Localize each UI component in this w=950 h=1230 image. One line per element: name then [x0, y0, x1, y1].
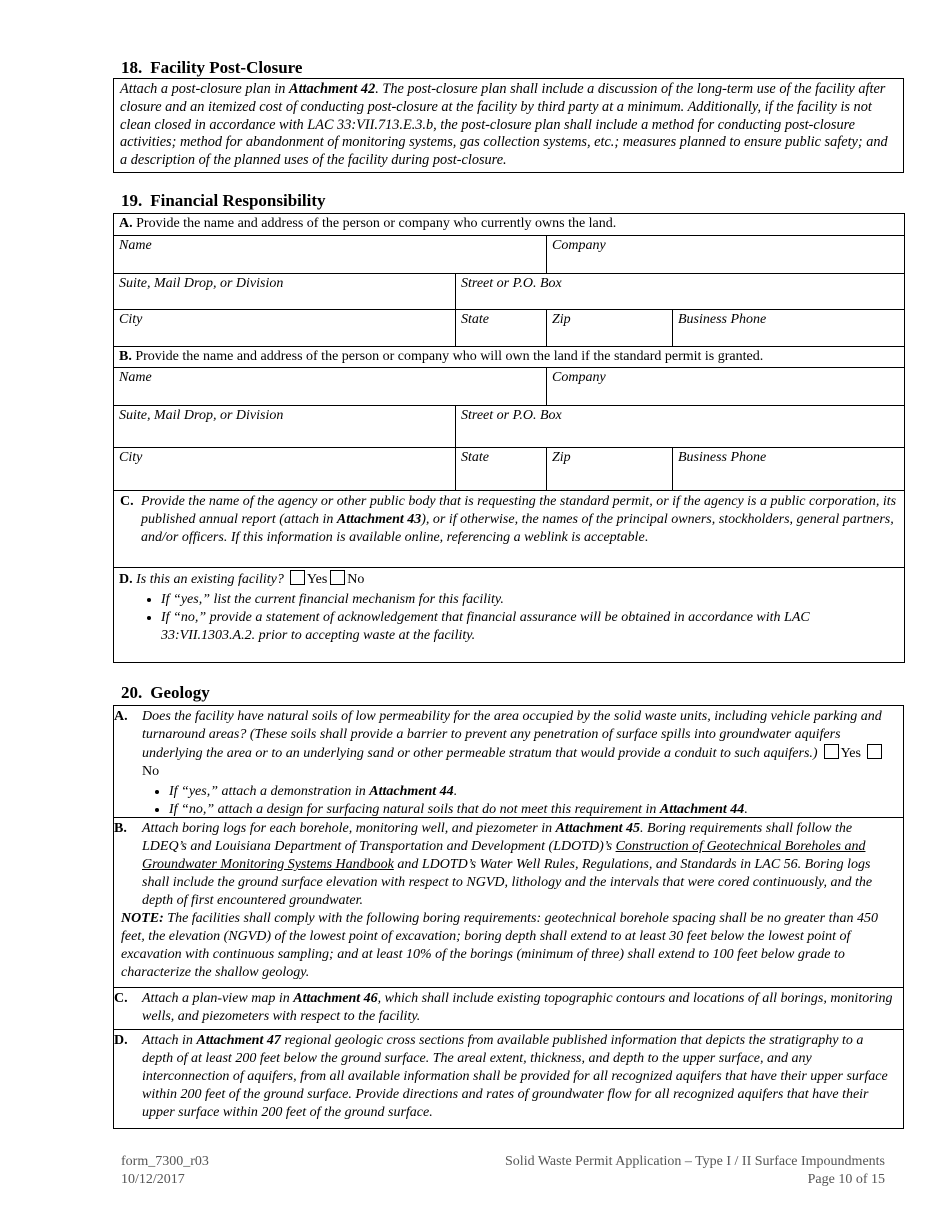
owner-company-field[interactable]: Company — [547, 236, 905, 274]
list-item: • If “yes,” attach a demonstration in Attachment 44. — [169, 783, 897, 801]
footer-right — [505, 1153, 885, 1189]
section-title: Geology — [150, 683, 210, 702]
geology-table — [113, 705, 904, 1129]
section-number: 18. — [121, 58, 143, 77]
owner-zip-field[interactable]: Zip — [547, 310, 673, 347]
section-18-heading — [121, 58, 302, 78]
section-number: 20. — [121, 683, 143, 702]
financial-responsibility-table — [113, 213, 904, 663]
owner-phone-field[interactable]: Business Phone — [673, 310, 905, 347]
list-item: • If “no,” provide a statement of acknowledgement that financial assurance will be obtained in accordance with LAC 33:VII.1303.A.2. prior to accepting waste at the facility. — [161, 609, 899, 645]
document-title: Solid Waste Permit Application – Type I / II Surface Impoundments — [505, 1154, 885, 1169]
owner-suite-field[interactable]: Suite, Mail Drop, or Division — [114, 274, 456, 310]
geology-item-c: C. Attach a plan-view map in Attachment 46, which shall include existing topographic contours and locations of all borings, monitoring wells, and piezometers with respect to the facility. — [114, 988, 903, 1030]
geology-item-b: B. Attach boring logs for each borehole, monitoring well, and piezometer in Attachment 45. Boring requirements shall follow the LDEQ’s and Louisiana Department of Transportation and Development (LDOTD)’s Construction of Geotechnical Boreholes and Groundwater Monitoring Systems Handbook and LDOTD’s Water Well Rules, Regulations, and Standards in LAC 56. Boring logs shall include the ground surface elevation with respect to NGVD, lithology and the intervals that were cored continuously, and the depth of first encountered groundwater. NOTE: The facilities shall comply with the following boring requirements: geotechnical borehole spacing shall be no greater than 450 feet, the elevation (NGVD) of the lowest point of excavation; boring depth shall extend to at least 30 feet below the lowest point of excavation with continuous sampling; and at least 10% of the borings (minimum of three) shall extend to 100 feet below grade to characterize the shallow geology. — [114, 818, 903, 988]
future-owner-zip-field[interactable]: Zip — [547, 448, 673, 491]
future-owner-suite-field[interactable]: Suite, Mail Drop, or Division — [114, 406, 456, 448]
section-title: Facility Post-Closure — [150, 58, 303, 77]
boring-note: NOTE: The facilities shall comply with the following boring requirements: geotechnical borehole spacing shall be no greater than 450 feet, the elevation (NGVD) of the lowest point of excavation; boring depth shall extend to at least 30 feet below the lowest point of excavation with continuous sampling; and at least 10% of the borings (minimum of three) shall extend to 100 feet below grade to characterize the shallow geology. — [121, 911, 878, 980]
form-id: form_7300_r03 — [121, 1154, 209, 1169]
list-item: • If “yes,” list the current financial mechanism for this facility. — [161, 591, 899, 609]
footer-left — [121, 1153, 209, 1189]
future-owner-phone-field[interactable]: Business Phone — [673, 448, 905, 491]
section-19-heading — [121, 191, 325, 211]
yes-checkbox[interactable] — [290, 570, 305, 585]
future-owner-state-field[interactable]: State — [456, 448, 547, 491]
no-checkbox[interactable] — [330, 570, 345, 585]
section-title: Financial Responsibility — [150, 191, 326, 210]
owner-state-field[interactable]: State — [456, 310, 547, 347]
part-a-header: A. Provide the name and address of the person or company who currently owns the land. — [114, 214, 905, 236]
yes-checkbox[interactable] — [824, 744, 839, 759]
owner-street-field[interactable]: Street or P.O. Box — [456, 274, 905, 310]
no-checkbox[interactable] — [867, 744, 882, 759]
future-owner-company-field[interactable]: Company — [547, 368, 905, 406]
future-owner-street-field[interactable]: Street or P.O. Box — [456, 406, 905, 448]
geology-item-a: A. Does the facility have natural soils of low permeability for the area occupied by the solid waste units, including vehicle parking and turnaround areas? (These soils shall provide a barrier to prevent any penetration of surface spills into groundwater aquifers underlying the area or to an underlying sand or other permeable stratum that would provide a conduit to such aquifers.) YesNo • If “yes,” attach a demonstration in Attachment 44. • If “no,” attach a design for surfacing natural soils that do not meet this requirement in Attachment 44. — [114, 706, 903, 818]
form-date: 10/12/2017 — [121, 1172, 185, 1187]
list-item: • If “no,” attach a design for surfacing natural soils that do not meet this requirement in Attachment 44. — [169, 801, 897, 819]
part-b-header: B. Provide the name and address of the person or company who will own the land if the standard permit is granted. — [114, 347, 905, 368]
future-owner-name-field[interactable]: Name — [114, 368, 547, 406]
section-20-heading — [121, 683, 210, 703]
part-d-existing-facility: D. Is this an existing facility? Yes No • If “yes,” list the current financial mechanism for this facility. • If “no,” provide a statement of acknowledgement that financial assurance will be obtained in accordance with LAC 33:VII.1303.A.2. prior to accepting waste at the facility. — [114, 568, 905, 663]
owner-city-field[interactable]: City — [114, 310, 456, 347]
section-number: 19. — [121, 191, 143, 210]
attachment-ref: Attachment 42 — [289, 81, 376, 97]
page-number: Page 10 of 15 — [807, 1172, 885, 1187]
future-owner-city-field[interactable]: City — [114, 448, 456, 491]
geology-item-d: D. Attach in Attachment 47 regional geologic cross sections from available published information that depicts the stratigraphy to a depth of at least 200 feet below the ground surface. The areal extent, thickness, and depth to the upper surface, and any interconnection of aquifers, from all available information shall be provided for all recognized aquifers that have their upper surface within 200 feet of the ground surface. Provide directions and rates of groundwater flow for all recognized aquifers that have their upper surface within 200 feet of the ground surface. — [114, 1033, 888, 1120]
post-closure-instructions: Attach a post-closure plan in Attachment 42. The post-closure plan shall include a discussion of the long-term use of the facility after closure and an itemized cost of conducting post-closure at the facility by third party at a minimum. Additionally, if the facility is not clean closed in accordance with LAC 33:VII.713.E.3.b, the post-closure plan shall include a method for conducting post-closure activities; method for abandonment of monitoring systems, gas collection systems, etc.; measures planned to ensure public safety; and a description of the planned uses of the facility during post-closure. — [113, 78, 904, 173]
owner-name-field[interactable]: Name — [114, 236, 547, 274]
part-c-agency-info: C. Provide the name of the agency or other public body that is requesting the standard permit, or if the agency is a public corporation, its published annual report (attach in Attachment 43), or if otherwise, the names of the principal owners, stockholders, general partners, and/or officers. If this information is available online, referencing a weblink is acceptable. — [114, 491, 905, 568]
handbook-reference: Construction of Geotechnical Boreholes and Groundwater Monitoring Systems Handbook — [142, 839, 866, 872]
